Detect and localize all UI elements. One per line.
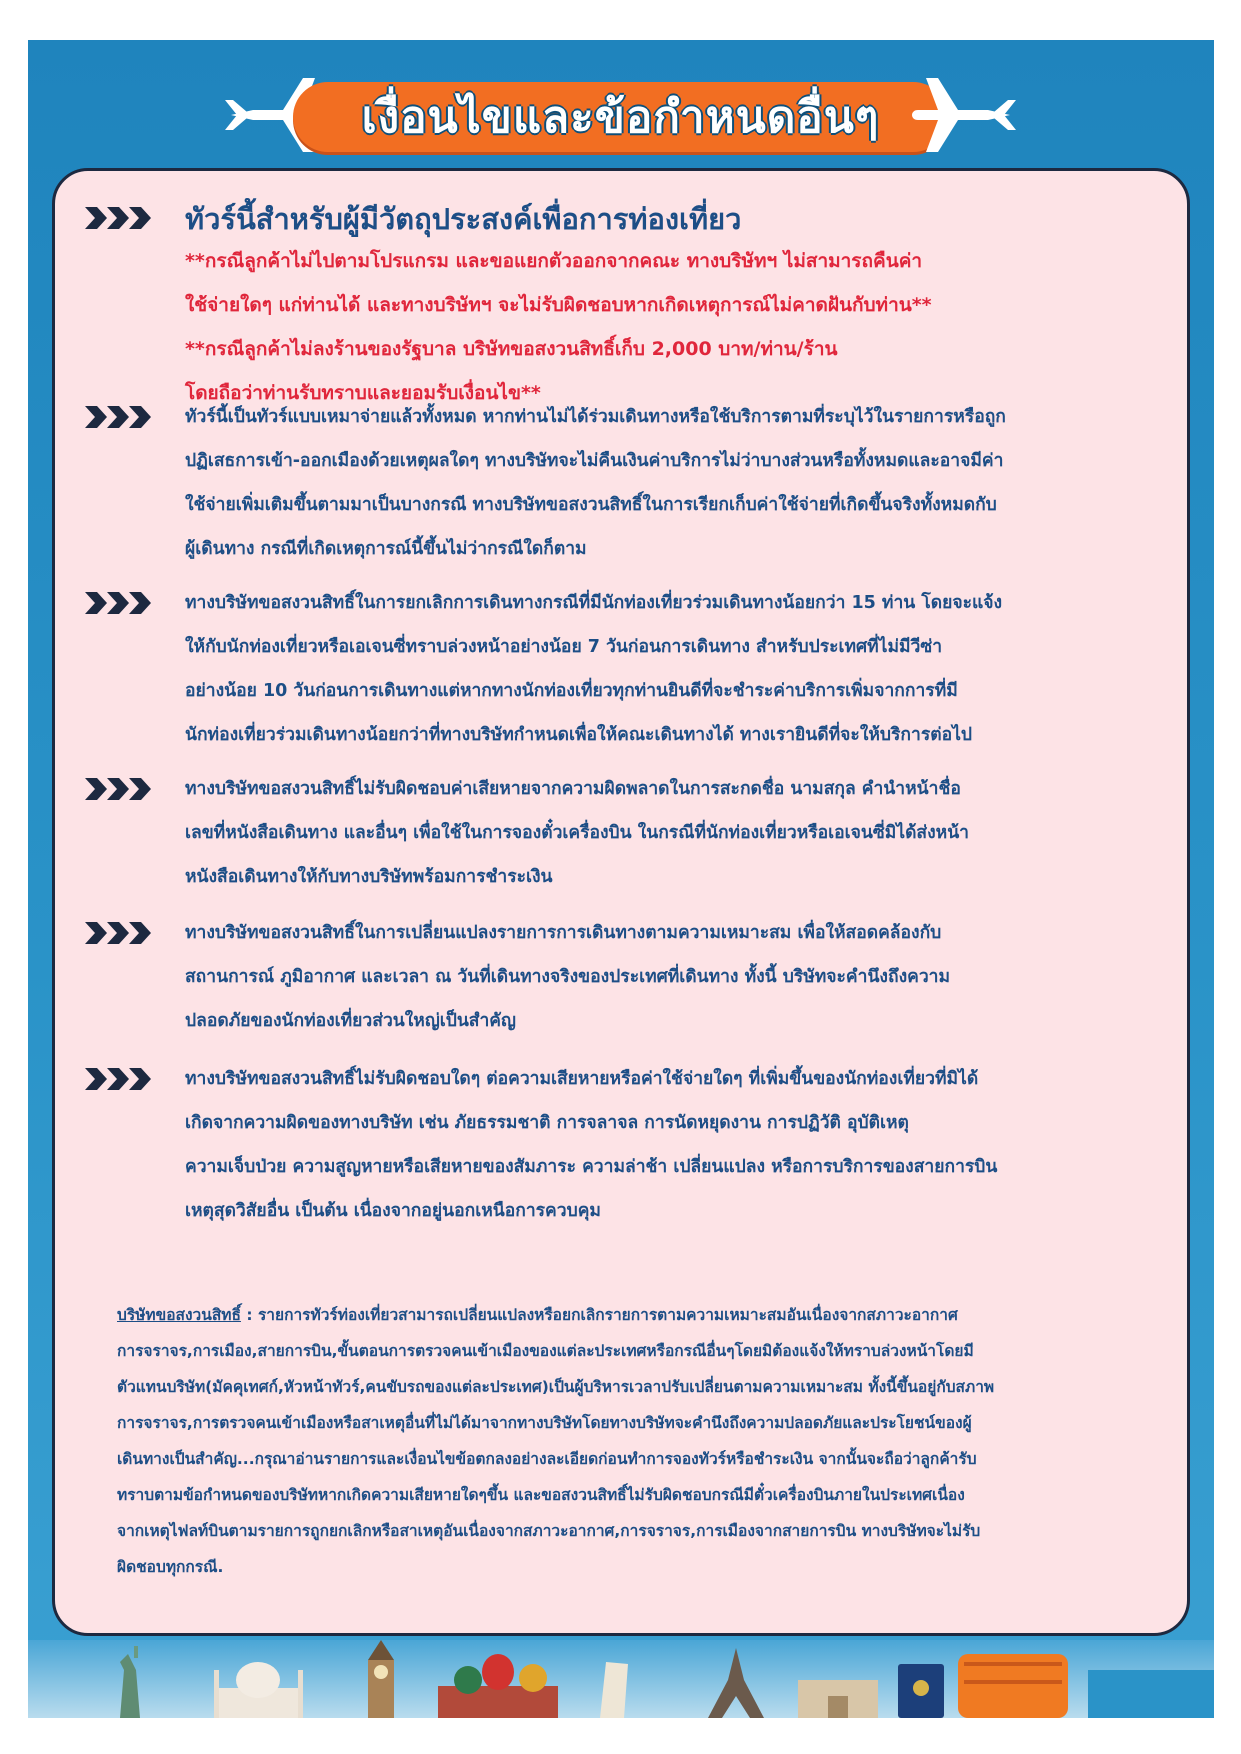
terms-text: เลขที่หนังสือเดินทาง และอื่นๆ เพื่อใช้ในการจองตั๋วเครื่องบิน ในกรณีที่นักท่องเที่ยวหรือเอเจนซี่มิได้ส่งหน้า: [185, 823, 969, 843]
warning-text: **กรณีลูกค้าไม่ไปตามโปรแกรม และขอแยกตัวออกจากคณะ ทางบริษัทฯ ไม่สามารถคืนค่า: [185, 250, 923, 272]
disclaimer-text: การจราจร,การตรวจคนเข้าเมืองหรือสาเหตุอื่นที่ไม่ได้มาจากทางบริษัทโดยทางบริษัทจะคำนึงถึงความปลอดภัยและประโยชน์ของผู้: [117, 1414, 972, 1432]
triple-chevron-icon: [85, 205, 153, 231]
disclaimer-text: ทราบตามข้อกำหนดของบริษัทหากเกิดความเสียหายใดๆขึ้น และขอสงวนสิทธิ์ไม่รับผิดชอบกรณีมีตั๋วเครื่องบินภายในประเทศเนื่อง: [117, 1486, 965, 1504]
airplane-icon: [908, 70, 1018, 160]
terms-text: หนังสือเดินทางให้กับทางบริษัทพร้อมการชำระเงิน: [185, 867, 553, 887]
disclaimer-first-line: [117, 1297, 1162, 1333]
warning-text: โดยถือว่าท่านรับทราบและยอมรับเงื่อนไข**: [185, 382, 541, 404]
terms-text: เหตุสุดวิสัยอื่น เป็นต้น เนื่องจากอยู่นอกเหนือการควบคุม: [185, 1201, 601, 1221]
disclaimer-text: เดินทางเป็นสำคัญ...กรุณาอ่านรายการและเงื่อนไขข้อตกลงอย่างละเอียดก่อนทำการจองทัวร์หรือชำระเงิน จากนั้นจะถือว่าลูกค้ารับ: [117, 1450, 977, 1468]
section-heading: ทัวร์นี้สำหรับผู้มีวัตถุประสงค์เพื่อการท่องเที่ยว: [185, 202, 742, 236]
triple-chevron-icon: [85, 1066, 153, 1092]
disclaimer-text: จากเหตุไฟลท์บินตามรายการถูกยกเลิกหรือสาเหตุอันเนื่องจากสภาวะอากาศ,การจราจร,การเมืองจากสายการบิน ทางบริษัทจะไม่รับ: [117, 1522, 981, 1540]
terms-text: ทางบริษัทขอสงวนสิทธิ์ไม่รับผิดชอบใดๆ ต่อความเสียหายหรือค่าใช้จ่ายใดๆ ที่เพิ่มขึ้นของนักท่องเที่ยวที่มิได้: [185, 1069, 979, 1089]
header-banner: [293, 82, 948, 152]
landmarks-collage-image: [28, 1640, 1214, 1718]
disclaimer-text: : รายการทัวร์ท่องเที่ยวสามารถเปลี่ยนแปลงหรือยกเลิกรายการตามความเหมาะสมอันเนื่องจากสภาวะอากาศ: [240, 1306, 958, 1324]
terms-text: สถานการณ์ ภูมิอากาศ และเวลา ณ วันที่เดินทางจริงของประเทศที่เดินทาง ทั้งนี้ บริษัทจะคำนึงถึงความ: [185, 967, 951, 987]
disclaimer-label: บริษัทขอสงวนสิทธิ์: [117, 1306, 241, 1324]
terms-panel: [52, 168, 1190, 1636]
warning-text: ใช้จ่ายใดๆ แก่ท่านได้ และทางบริษัทฯ จะไม่รับผิดชอบหากเกิดเหตุการณ์ไม่คาดฝันกับท่าน**: [185, 294, 932, 316]
disclaimer-text: การจราจร,การเมือง,สายการบิน,ขั้นตอนการตรวจคนเข้าเมืองของแต่ละประเทศหรือกรณีอื่นๆโดยมิต้องแจ้งให้ทราบล่วงหน้าโดยมี: [117, 1342, 974, 1360]
terms-text: ทางบริษัทขอสงวนสิทธิ์ในการเปลี่ยนแปลงรายการการเดินทางตามความเหมาะสม เพื่อให้สอดคล้องกับ: [185, 923, 942, 943]
triple-chevron-icon: [85, 590, 153, 616]
terms-text: ให้กับนักท่องเที่ยวหรือเอเจนซี่ทราบล่วงหน้าอย่างน้อย 7 วันก่อนการเดินทาง สำหรับประเทศที่ไม่มีวีซ่า: [185, 637, 943, 657]
terms-text: นักท่องเที่ยวร่วมเดินทางน้อยกว่าที่ทางบริษัทกำหนดเพื่อให้คณะเดินทางได้ ทางเรายินดีที่จะให้บริการต่อไป: [185, 725, 973, 745]
terms-text: เกิดจากความผิดของทางบริษัท เช่น ภัยธรรมชาติ การจลาจล การนัดหยุดงาน การปฏิวัติ อุบัติเหตุ: [185, 1113, 909, 1133]
terms-text: ความเจ็บป่วย ความสูญหายหรือเสียหายของสัมภาระ ความล่าช้า เปลี่ยนแปลง หรือการบริการของสายการบิน: [185, 1157, 998, 1177]
disclaimer-text: ตัวแทนบริษัท(มัคคุเทศก์,หัวหน้าทัวร์,คนขับรถของแต่ละประเทศ)เป็นผู้บริหารเวลาปรับเปลี่ยนตามความเหมาะสม ทั้งนี้ขึ้นอยู่กับสภาพ: [117, 1378, 995, 1396]
terms-text: ใช้จ่ายเพิ่มเติมขึ้นตามมาเป็นบางกรณี ทางบริษัทขอสงวนสิทธิ์ในการเรียกเก็บค่าใช้จ่ายที่เกิดขึ้นจริงทั้งหมดกับ: [185, 495, 997, 515]
triple-chevron-icon: [85, 776, 153, 802]
triple-chevron-icon: [85, 404, 153, 430]
page-title: เงื่อนไขและข้อกำหนดอื่นๆ: [361, 92, 880, 143]
warning-text: **กรณีลูกค้าไม่ลงร้านของรัฐบาล บริษัทขอสงวนสิทธิ์เก็บ 2,000 บาท/ท่าน/ร้าน: [185, 338, 838, 360]
triple-chevron-icon: [85, 920, 153, 946]
terms-text: ผู้เดินทาง กรณีที่เกิดเหตุการณ์นี้ขึ้นไม่ว่ากรณีใดก็ตาม: [185, 539, 587, 559]
terms-text: ปลอดภัยของนักท่องเที่ยวส่วนใหญ่เป็นสำคัญ: [185, 1011, 516, 1031]
terms-text: อย่างน้อย 10 วันก่อนการเดินทางแต่หากทางนักท่องเที่ยวทุกท่านยินดีที่จะชำระค่าบริการเพิ่มจากการที่มี: [185, 681, 958, 701]
page-frame: [28, 40, 1214, 1718]
disclaimer-text: ผิดชอบทุกกรณี.: [117, 1558, 224, 1576]
terms-text: ทางบริษัทขอสงวนสิทธิ์ไม่รับผิดชอบค่าเสียหายจากความผิดพลาดในการสะกดชื่อ นามสกุล คำนำหน้าชื่อ: [185, 779, 961, 799]
disclaimer-note: [117, 1297, 1162, 1585]
terms-text: ทัวร์นี้เป็นทัวร์แบบเหมาจ่ายแล้วทั้งหมด หากท่านไม่ได้ร่วมเดินทางหรือใช้บริการตามที่ระบุไว้ในรายการหรือถูก: [185, 407, 1006, 427]
terms-text: ทางบริษัทขอสงวนสิทธิ์ในการยกเลิกการเดินทางกรณีที่มีนักท่องเที่ยวร่วมเดินทางน้อยกว่า 15 ท่าน โดยจะแจ้ง: [185, 593, 1003, 613]
terms-text: ปฏิเสธการเข้า-ออกเมืองด้วยเหตุผลใดๆ ทางบริษัทจะไม่คืนเงินค่าบริการไม่ว่าบางส่วนหรือทั้งหมดและอาจมีค่า: [185, 451, 1004, 471]
